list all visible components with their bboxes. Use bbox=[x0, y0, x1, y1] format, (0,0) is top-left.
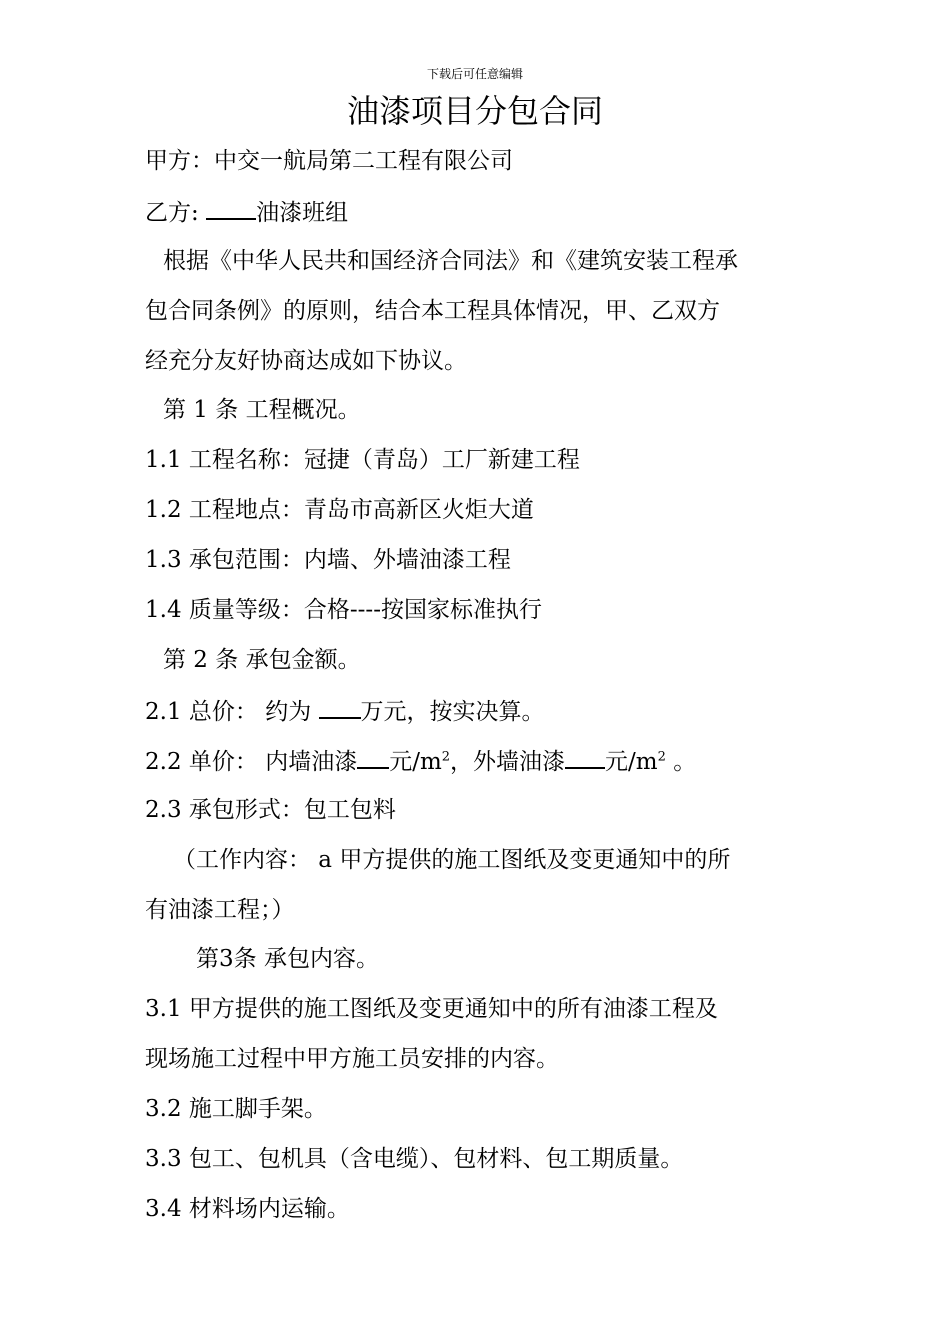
unit-mid2: ，外墙油漆 bbox=[450, 749, 566, 775]
intro-line-2: 包合同条例》的原则，结合本工程具体情况，甲、乙双方 bbox=[145, 298, 720, 324]
document-title: 油漆项目分包合同 bbox=[346, 92, 603, 130]
unit-prefix: 2.2 单价： 内墙油漆 bbox=[145, 749, 358, 775]
unit-end-sup: 2 bbox=[657, 749, 666, 765]
article-2-form: 2.3 承包形式：包工包料 bbox=[145, 797, 396, 823]
article-3-item-2: 3.2 施工脚手架。 bbox=[145, 1096, 327, 1122]
total-suffix: 万元，按实决算。 bbox=[360, 699, 545, 725]
article-3-item-1-line-2: 现场施工过程中甲方施工员安排的内容。 bbox=[145, 1046, 559, 1072]
article-2-total bbox=[145, 695, 815, 727]
article-2-work-line-2: 有油漆工程；） bbox=[145, 897, 295, 923]
intro-line-3: 经充分友好协商达成如下协议。 bbox=[145, 348, 467, 374]
article-2-work-line-1: （工作内容： a 甲方提供的施工图纸及变更通知中的所 bbox=[173, 847, 731, 873]
article-1-heading: 第 1 条 工程概况。 bbox=[163, 397, 361, 423]
article-2-heading: 第 2 条 承包金额。 bbox=[163, 647, 361, 673]
total-prefix: 2.1 总价： 约为 bbox=[145, 699, 319, 725]
article-3-item-4: 3.4 材料场内运输。 bbox=[145, 1196, 350, 1222]
article-1-item-3: 1.3 承包范围：内墙、外墙油漆工程 bbox=[145, 547, 511, 573]
article-1-item-2: 1.2 工程地点：青岛市高新区火炬大道 bbox=[145, 497, 534, 523]
unit-tail: 。 bbox=[665, 749, 697, 775]
article-3-item-3: 3.3 包工、包机具（含电缆）、包材料、包工期质量。 bbox=[145, 1146, 684, 1172]
party-b-line bbox=[145, 196, 815, 228]
outer-wall-blank bbox=[565, 745, 605, 769]
article-1-item-1: 1.1 工程名称：冠捷（青岛）工厂新建工程 bbox=[145, 447, 580, 473]
article-1-item-4: 1.4 质量等级：合格----按国家标准执行 bbox=[145, 597, 542, 623]
article-2-unit-price bbox=[145, 745, 815, 777]
party-a-line: 甲方：中交一航局第二工程有限公司 bbox=[145, 148, 513, 174]
unit-mid: 元/m bbox=[389, 749, 442, 775]
header-note: 下载后可任意编辑 bbox=[426, 67, 523, 81]
intro-line-1: 根据《中华人民共和国经济合同法》和《建筑安装工程承 bbox=[163, 248, 738, 274]
party-b-blank bbox=[206, 196, 256, 220]
party-b-prefix: 乙方: bbox=[145, 200, 207, 226]
total-blank bbox=[319, 695, 361, 719]
unit-end: 元/m bbox=[605, 749, 658, 775]
inner-wall-blank bbox=[357, 745, 389, 769]
article-3-item-1-line-1: 3.1 甲方提供的施工图纸及变更通知中的所有油漆工程及 bbox=[145, 996, 718, 1022]
article-3-heading: 第3条 承包内容。 bbox=[196, 946, 379, 972]
party-b-suffix: 油漆班组 bbox=[256, 200, 349, 226]
unit-sup: 2 bbox=[441, 749, 451, 765]
